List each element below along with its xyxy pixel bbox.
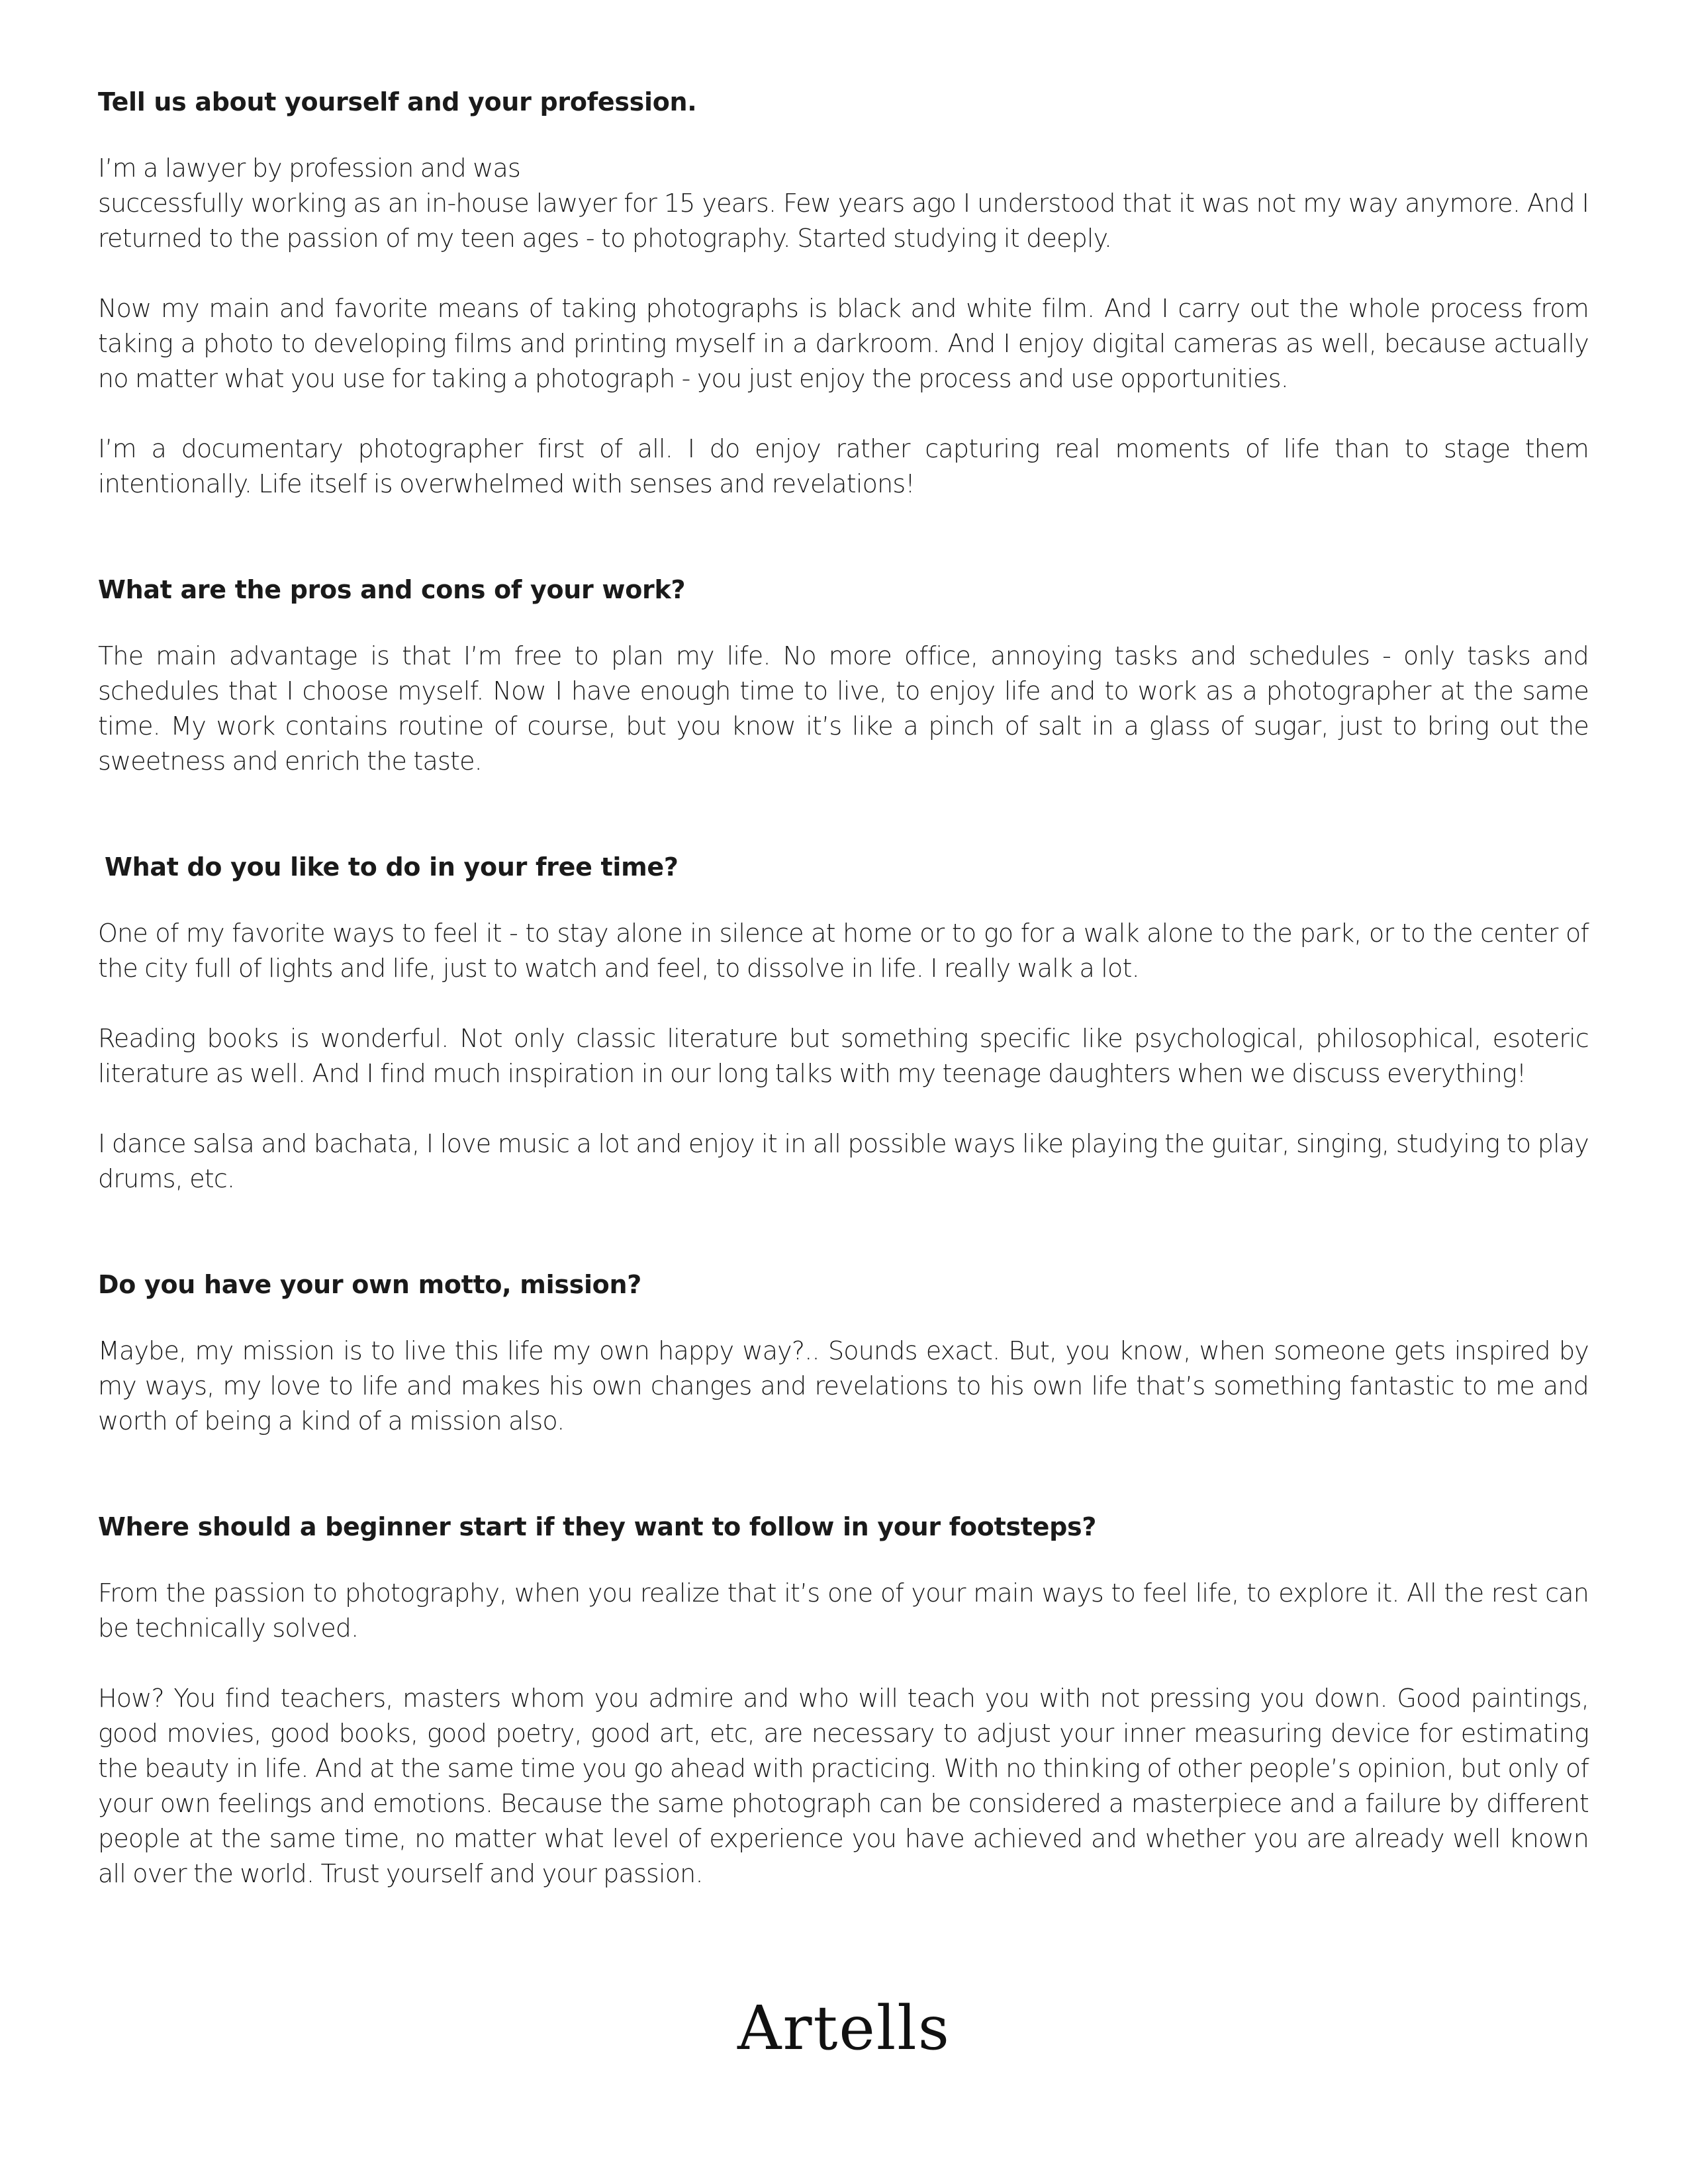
- answer-paragraph: Now my main and favorite means of taking photographs is black and white film. And I carry out the whole process from taking a photo to developing films and printing myself in a darkroom. And I enjoy digital cameras as well, because actually no matter what you use for taking a photograph - you just enjoy the process and use opportunities.: [98, 294, 1589, 393]
- answer-paragraph: The main advantage is that I’m free to plan my life. No more office, annoying tasks and schedules - only tasks and schedules that I choose myself. Now I have enough time to live, to enjoy life and to work as a photographer at the same time. My work contains routine of course, but you know it’s like a pinch of salt in a glass of sugar, just to bring out the sweetness and enrich the taste.: [98, 641, 1589, 776]
- answer-paragraph: successfully working as an in-house lawyer for 15 years. Few years ago I understood that it was not my way anymore. And I returned to the passion of my teen ages - to photography. Started studying it deeply.: [98, 189, 1589, 253]
- answer-paragraph: I’m a documentary photographer first of all. I do enjoy rather capturing real moments of life than to stage them intentionally. Life itself is overwhelmed with senses and revelations!: [98, 434, 1589, 498]
- interview-document: [98, 85, 1589, 1891]
- question-heading: Where should a beginner start if they want to follow in your footsteps?: [98, 1512, 1097, 1541]
- answer-paragraph: From the passion to photography, when you realize that it’s one of your main ways to feel life, to explore it. All the rest can be technically solved.: [98, 1578, 1589, 1643]
- answer-paragraph: I’m a lawyer by profession and was: [98, 154, 520, 183]
- question-heading: What are the pros and cons of your work?: [98, 575, 686, 604]
- answer-paragraph: Reading books is wonderful. Not only classic literature but something specific like psychological, philosophical, esoteric literature as well. And I find much inspiration in our long talks with my teenage daughters when we discuss everything!: [98, 1024, 1589, 1088]
- artells-logo: Artells: [737, 1993, 951, 2064]
- answer-paragraph: I dance salsa and bachata, I love music a lot and enjoy it in all possible ways like playing the guitar, singing, studying to play drums, etc.: [98, 1129, 1589, 1193]
- question-heading: Tell us about yourself and your profession.: [98, 87, 697, 116]
- answer-paragraph: Maybe, my mission is to live this life my own happy way?.. Sounds exact. But, you know, when someone gets inspired by my ways, my love to life and makes his own changes and revelations to his own life that’s something fantastic to me and worth of being a kind of a mission also.: [98, 1336, 1589, 1435]
- question-heading: Do you have your own motto, mission?: [98, 1270, 641, 1299]
- answer-paragraph: How? You find teachers, masters whom you admire and who will teach you with not pressing you down. Good paintings, good movies, good books, good poetry, good art, etc, are necessary to adjust your inner measuring device for estimating the beauty in life. And at the same time you go ahead with practicing. With no thinking of other people’s opinion, but only of your own feelings and emotions. Because the same photograph can be considered a masterpiece and a failure by different people at the same time, no matter what level of experience you have achieved and whether you are already well known all over the world. Trust yourself and your passion.: [98, 1684, 1589, 1888]
- answer-paragraph: One of my favorite ways to feel it - to stay alone in silence at home or to go for a walk alone to the park, or to the center of the city full of lights and life, just to watch and feel, to dissolve in life. I really walk a lot.: [98, 919, 1589, 983]
- question-heading: What do you like to do in your free time?: [105, 852, 679, 882]
